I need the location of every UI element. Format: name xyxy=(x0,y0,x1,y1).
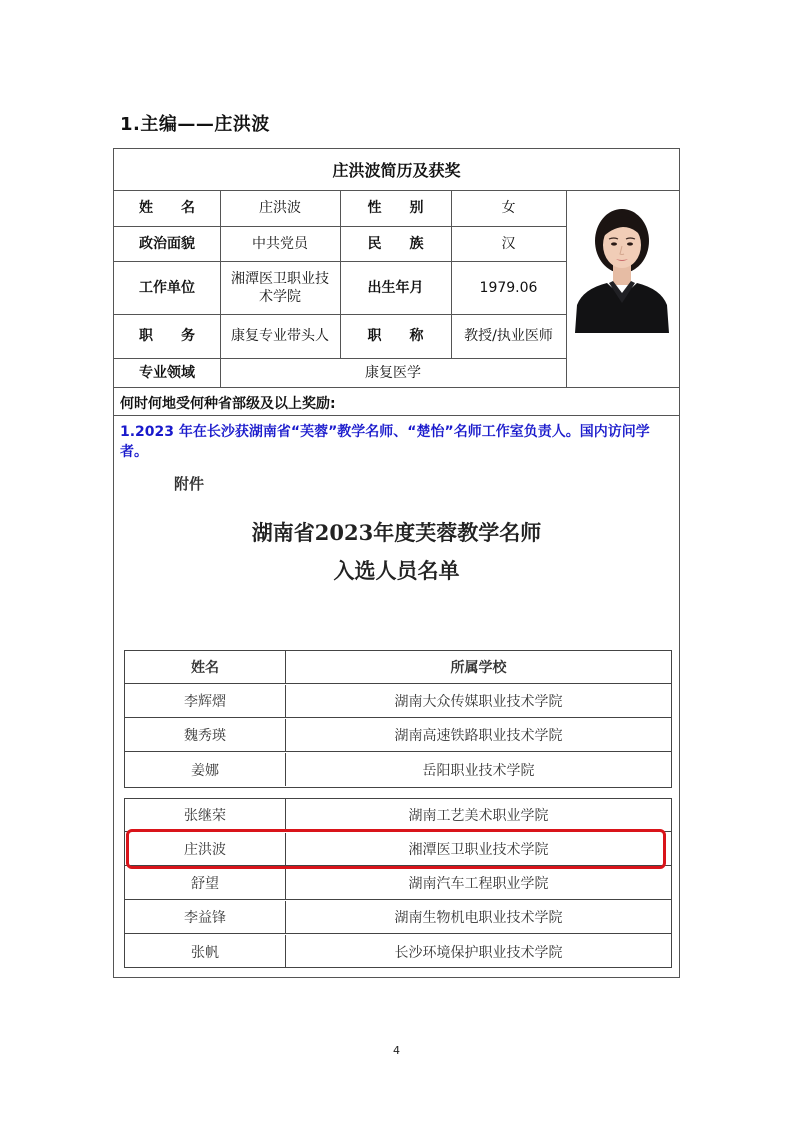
portrait-image xyxy=(573,193,671,333)
header-name: 姓名 xyxy=(125,651,286,683)
value-political: 中共党员 xyxy=(252,235,308,252)
label-gender: 性 别 xyxy=(367,200,424,216)
list-item-school: 长沙环境保护职业技术学院 xyxy=(394,944,563,961)
value-ethnicity: 汉 xyxy=(501,235,516,252)
list-item-school: 湖南高速铁路职业技术学院 xyxy=(394,728,563,744)
list-item-name: 李益锋 xyxy=(125,901,286,933)
list-item-name: 姜娜 xyxy=(125,753,286,786)
value-name: 庄洪波 xyxy=(259,200,301,216)
label-political: 政治面貌 xyxy=(139,235,195,252)
table-title: 庄洪波简历及获奖 xyxy=(114,149,679,191)
value-title: 教授/执业医师 xyxy=(464,328,553,344)
attachment-title-line1: 湖南省2023年度芙蓉教学名师 xyxy=(251,520,542,545)
label-position: 职 务 xyxy=(139,328,195,344)
list-item xyxy=(125,901,671,934)
label-title: 职 称 xyxy=(367,328,424,344)
label-workplace: 工作单位 xyxy=(139,279,195,296)
list-item xyxy=(125,799,671,832)
list-item-name: 张帆 xyxy=(125,935,286,968)
label-ethnicity: 民 族 xyxy=(367,235,424,252)
list-item-name: 魏秀瑛 xyxy=(125,719,286,751)
list-item-school: 湘潭医卫职业技术学院 xyxy=(408,842,549,858)
value-position: 康复专业带头人 xyxy=(231,328,329,344)
attachment-title-line2: 入选人员名单 xyxy=(333,558,460,583)
grid-line xyxy=(566,190,567,387)
value-field: 康复医学 xyxy=(365,364,421,381)
label-field: 专业领域 xyxy=(139,364,195,381)
value-workplace: 湘潭医卫职业技术学院 xyxy=(231,270,329,305)
highlight-box xyxy=(126,829,666,869)
label-birth: 出生年月 xyxy=(367,279,424,296)
list-item xyxy=(125,685,671,718)
list-item xyxy=(125,935,671,968)
list-item xyxy=(125,867,671,900)
list-item-name: 李辉熠 xyxy=(125,685,286,717)
grid-line xyxy=(114,387,679,388)
list-item-name: 庄洪波 xyxy=(125,833,286,865)
grid-line xyxy=(114,415,679,416)
list-item xyxy=(125,753,671,786)
value-birth: 1979.06 xyxy=(479,279,538,296)
page-number: 4 xyxy=(393,1044,400,1057)
awards-label: 何时何地受何种省部级及以上奖励: xyxy=(120,396,336,412)
portrait-photo xyxy=(573,193,671,333)
list-item-school: 岳阳职业技术学院 xyxy=(422,762,535,779)
name-list-2 xyxy=(124,798,672,968)
awards-text: 1.2023 年在长沙获湖南省“芙蓉”教学名师、“楚怡”名师工作室负责人。国内访问学者。 xyxy=(120,424,650,460)
list-item-school: 湖南汽车工程职业学院 xyxy=(408,876,549,892)
page-heading: 1.主编——庄洪波 xyxy=(120,114,270,135)
list-item-school: 湖南大众传媒职业技术学院 xyxy=(394,694,563,710)
label-name: 姓 名 xyxy=(139,200,195,216)
value-gender: 女 xyxy=(501,200,516,216)
list-item-name: 张继荣 xyxy=(125,799,286,831)
name-list-1 xyxy=(124,650,672,788)
list-item-school: 湖南工艺美术职业学院 xyxy=(408,808,549,824)
header-school: 所属学校 xyxy=(450,660,507,676)
list-item xyxy=(125,719,671,752)
resume-table xyxy=(113,148,680,978)
list-item-name: 舒望 xyxy=(125,867,286,899)
list-item-school: 湖南生物机电职业技术学院 xyxy=(394,910,563,926)
list-header-row xyxy=(125,651,671,684)
attachment-label: 附件 xyxy=(174,475,205,493)
